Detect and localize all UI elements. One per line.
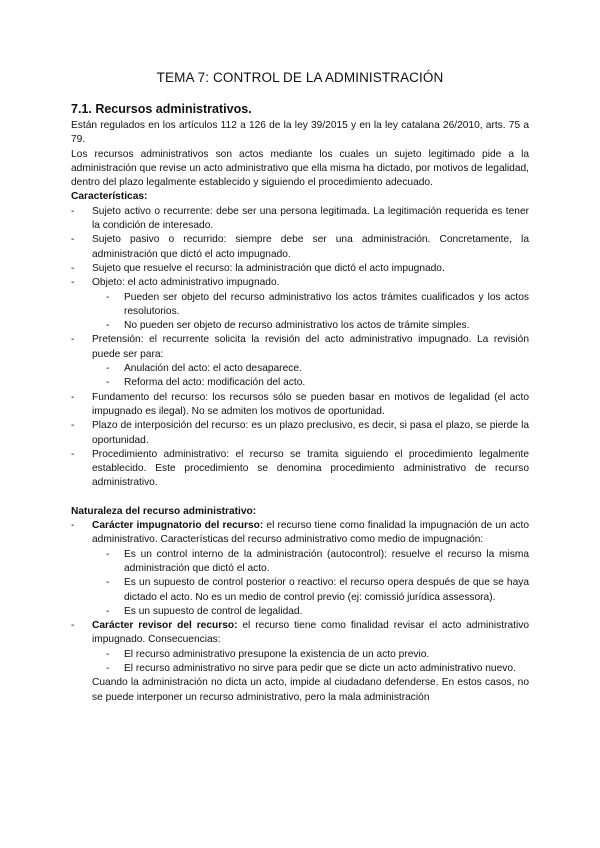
revisor-label: Carácter revisor del recurso: [92,620,238,632]
list-item-impugnatorio [71,519,529,619]
list-item-pretension [71,333,529,390]
sublist-item: - No pueden ser objeto de recurso administrativo los actos de trámite simples. [106,319,529,333]
document-body [71,102,529,705]
list-item-procedimiento: - Procedimiento administrativo: el recurso se tramita siguiendo el procedimiento legalmente establecido. Este procedimiento se denomina procedimiento administrativo de recurso administrativo. [71,448,529,491]
list-item-fundamento: - Fundamento del recurso: los recursos sólo se pueden basar en motivos de legalidad (el acto impugnado es ilegal). No se admiten los motivos de oportunidad. [71,391,529,420]
impugnatorio-text: el recurso tiene como finalidad la impugnación de un acto administrativo. Características del recurso administrativo como medio de impugnación: [92,520,529,546]
intro-paragraph-1: Están regulados en los artículos 112 a 126 de la ley 39/2015 y en la ley catalana 26/2010, arts. 75 a 79. [71,120,529,146]
section-heading: 7.1. Recursos administrativos. [71,102,252,116]
revisor-text: el recurso tiene como finalidad revisar el acto administrativo impugnado. Consecuencias: [92,620,529,646]
spacer [71,491,529,505]
list-item-sujeto-pasivo: - Sujeto pasivo o recurrido: siempre debe ser una administración. Concretamente, la administración que dictó el acto impugnado. [71,233,529,262]
revisor-sublist [106,648,529,677]
impugnatorio-label: Carácter impugnatorio del recurso: [92,520,264,532]
pretension-sublist [106,362,529,391]
sublist-item: - Pueden ser objeto del recurso administrativo los actos trámites cualificados y los actos resolutorios. [106,291,529,320]
sublist-item: - Es un supuesto de control posterior o reactivo: el recurso opera después de que se haya dictado el acto. No es un medio de control previo (ej: comissió jurídica assessora). [106,576,529,605]
naturaleza-heading: Naturaleza del recurso administrativo: [71,505,257,517]
impugnatorio-sublist [106,548,529,619]
list-item-revisor [71,619,529,676]
sublist-item: - Anulación del acto: el acto desaparece. [106,362,529,376]
naturaleza-list [71,519,529,676]
caracteristicas-label: Características: [71,191,148,203]
closing-paragraph: Cuando la administración no dicta un acto, impide al ciudadano defenderse. En estos casos, no se puede interponer un recurso administrativo, pero la mala administración [92,677,529,703]
sublist-item: - El recurso administrativo presupone la existencia de un acto previo. [106,648,529,662]
sublist-item: - Reforma del acto: modificación del acto. [106,376,529,390]
list-item-plazo: - Plazo de interposición del recurso: es un plazo preclusivo, es decir, si pasa el plazo, se pierde la oportunidad. [71,419,529,448]
list-item-sujeto-activo: - Sujeto activo o recurrente: debe ser una persona legitimada. La legitimación requerida es tener la condición de interesado. [71,205,529,234]
intro-paragraph-2: Los recursos administrativos son actos mediante los cuales un sujeto legitimado pide a la administración que revise un acto administrativo que ella misma ha dictado, por motivos de legalidad, dentro del plazo legalmente establecido y siguiendo el procedimiento adecuado. [71,148,529,189]
objeto-text: Objeto: el acto administrativo impugnado. [92,277,280,289]
page-title: TEMA 7: CONTROL DE LA ADMINISTRACIÓN [156,70,444,85]
list-item-objeto [71,276,529,333]
pretension-text: Pretensión: el recurrente solicita la revisión del acto administrativo impugnado. La revisión puede ser para: [92,334,529,360]
sublist-item: - Es un control interno de la administración (autocontrol): resuelve el recurso la misma administración que dictó el acto. [106,548,529,577]
sublist-item: - El recurso administrativo no sirve para pedir que se dicte un acto administrativo nuevo. [106,662,529,676]
list-item-sujeto-resuelve: - Sujeto que resuelve el recurso: la administración que dictó el acto impugnado. [71,262,529,276]
objeto-sublist [106,291,529,334]
sublist-item: - Es un supuesto de control de legalidad. [106,605,529,619]
caracteristicas-list [71,205,529,491]
